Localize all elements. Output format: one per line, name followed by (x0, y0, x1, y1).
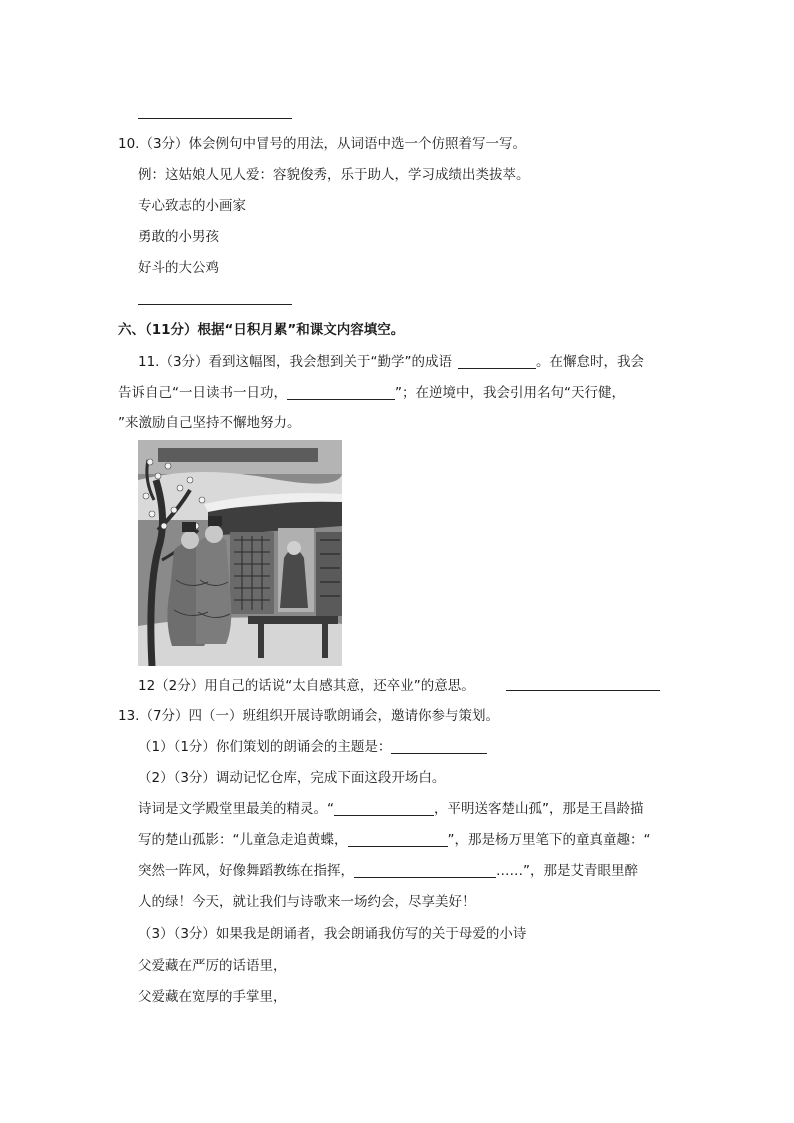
answer-line-q12[interactable] (506, 690, 660, 691)
q11-line2 (118, 383, 625, 403)
q13-blank-theme[interactable] (391, 739, 487, 754)
q13-stem: 13.（7分）四（一）班组织开展诗歌朗诵会，邀请你参与策划。 (118, 708, 500, 724)
q10-option-3: 好斗的大公鸡 (138, 260, 219, 276)
q11-line1-b: 。在懈怠时，我会 (536, 354, 645, 370)
q11-blank-idiom[interactable] (458, 354, 536, 369)
q13-blank-poem3[interactable] (354, 863, 496, 878)
q13-blank-poem2[interactable] (348, 832, 448, 847)
study-illustration-svg (138, 440, 342, 666)
q12-text: 12（2分）用自己的话说“太自感其意，还卒业”的意思。 (138, 678, 475, 694)
q13-para-l1-b: ，平明送客楚山孤”，那是王昌龄描 (434, 801, 644, 817)
q13-para-l3-a: 突然一阵风，好像舞蹈教练在指挥， (138, 863, 354, 879)
study-illustration (138, 440, 342, 666)
q13-para-l3-b: ……”，那是艾青眼里醉 (496, 863, 638, 879)
q13-part3: （3）（3分）如果我是朗诵者，我会朗诵我仿写的关于母爱的小诗 (138, 926, 527, 942)
q11-line3: ”来激励自己坚持不懈地努力。 (118, 415, 301, 431)
q13-poem-line-1: 父爱藏在严厉的话语里， (138, 958, 287, 974)
q13-blank-poem1[interactable] (334, 801, 434, 816)
q11-line1-a: 11.（3分）看到这幅图，我会想到关于“勤学”的成语 (138, 354, 453, 370)
q11-line2-a: 告诉自己“一日读书一日功， (118, 385, 287, 401)
answer-line-q10[interactable] (138, 304, 292, 305)
q10-stem: 10.（3分）体会例句中冒号的用法，从词语中选一个仿照着写一写。 (118, 136, 527, 152)
q13-poem-line-2: 父爱藏在宽厚的手掌里， (138, 989, 287, 1005)
q13-part1-text: （1）（1分）你们策划的朗诵会的主题是： (138, 739, 392, 755)
q10-option-1: 专心致志的小画家 (138, 198, 246, 214)
q13-para-line4: 人的绿！今天，就让我们与诗歌来一场约会，尽享美好！ (138, 894, 476, 910)
section6-title: 六、（11分）根据“日积月累”和课文内容填空。 (118, 322, 405, 338)
q11-line1 (138, 352, 644, 372)
q11-blank-quote[interactable] (287, 385, 395, 400)
q13-part2: （2）（3分）调动记忆仓库，完成下面这段开场白。 (138, 770, 446, 786)
q13-para-l2-b: ”，那是杨万里笔下的童真童趣：“ (447, 832, 651, 848)
q10-example: 例：这姑娘人见人爱：容貌俊秀，乐于助人，学习成绩出类拔萃。 (138, 167, 530, 183)
q13-para-line3 (138, 861, 638, 881)
q13-para-line1 (138, 799, 644, 819)
q13-para-l2-a: 写的楚山孤影：“儿童急走追黄蝶， (138, 832, 348, 848)
q13-para-l1-a: 诗词是文学殿堂里最美的精灵。“ (138, 801, 334, 817)
answer-line-q9[interactable] (138, 118, 292, 119)
q13-para-line2 (138, 830, 651, 850)
q11-line2-b: ”；在逆境中，我会引用名句“天行健， (395, 385, 625, 401)
q10-option-2: 勇敢的小男孩 (138, 229, 219, 245)
q13-part1 (138, 737, 487, 757)
